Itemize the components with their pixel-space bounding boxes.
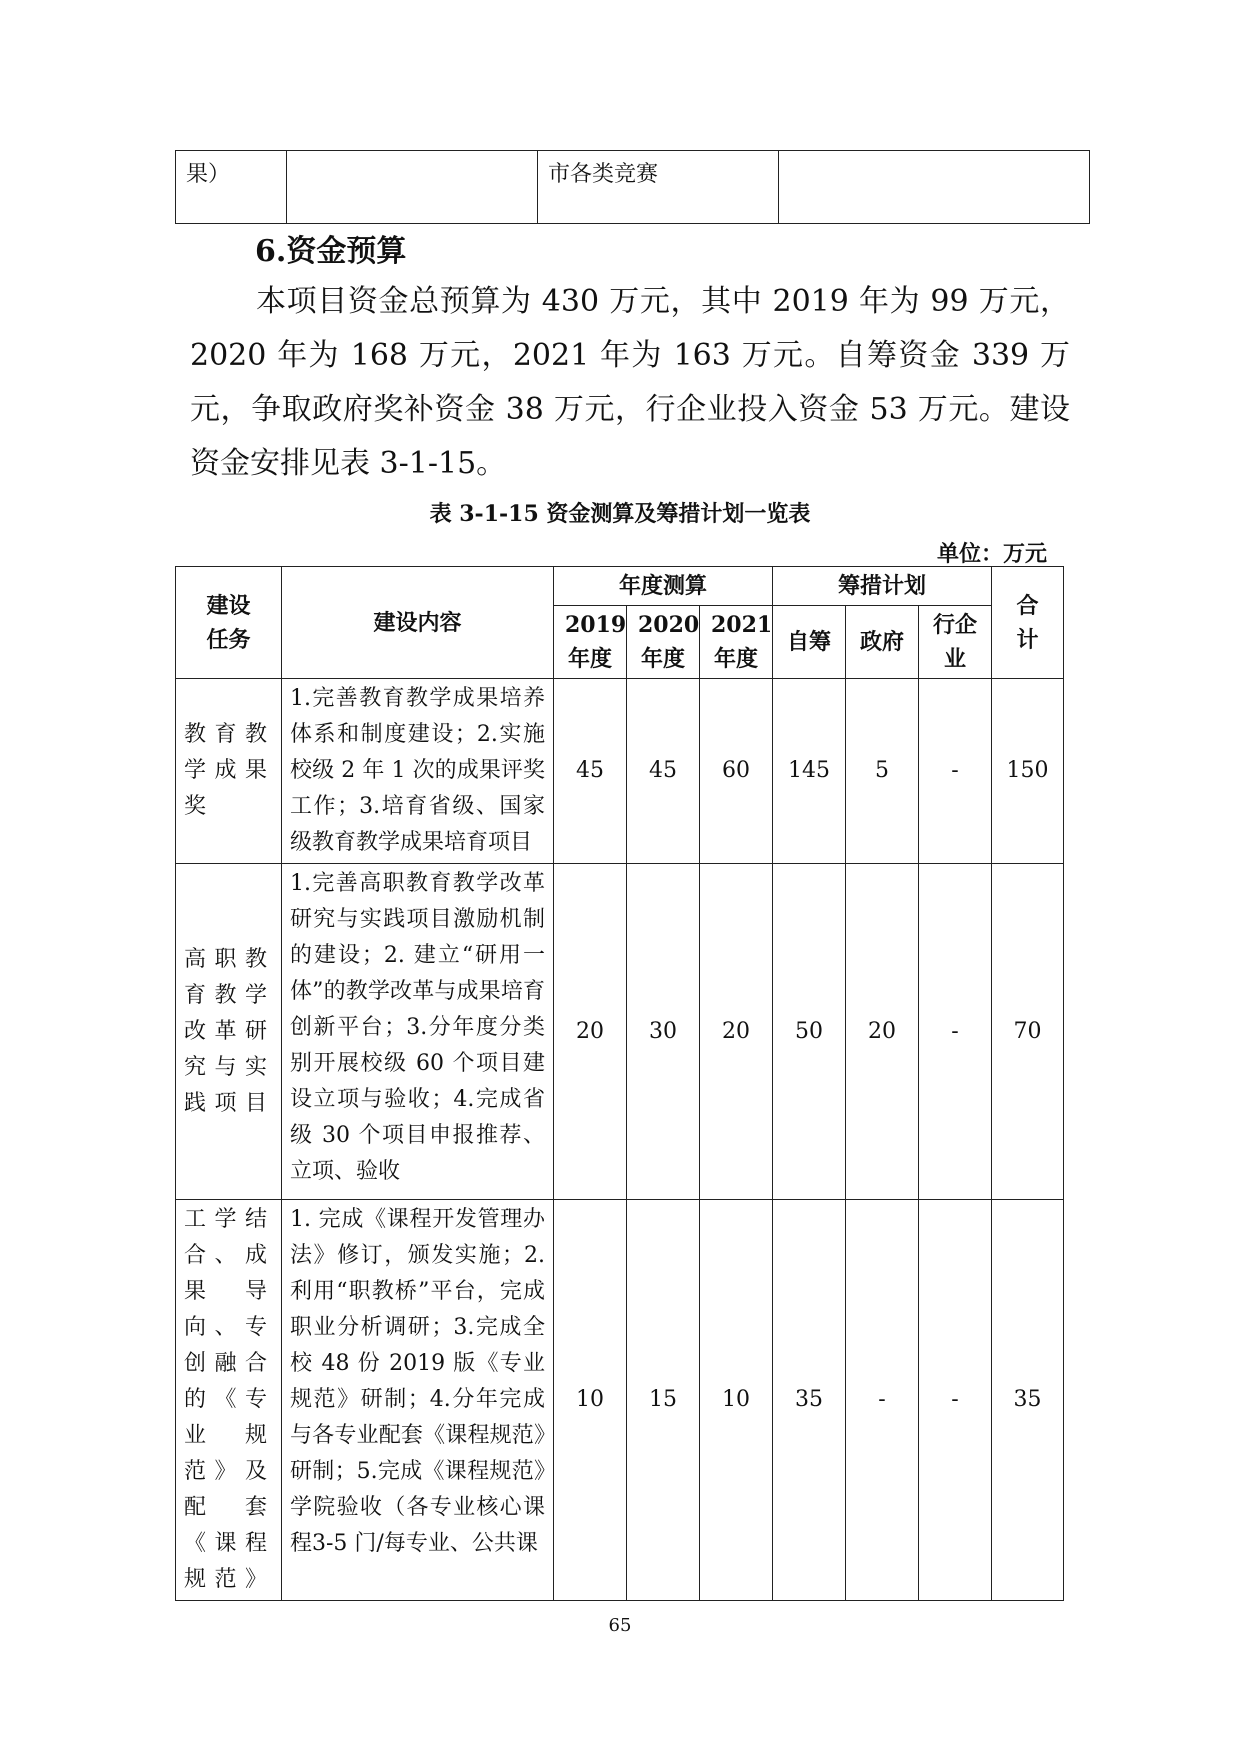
header-self: 自筹	[773, 606, 846, 679]
section-heading: 6.资金预算	[255, 234, 407, 269]
value-2019: 20	[554, 864, 627, 1200]
intro-paragraph: 本项目资金总预算为 430 万元，其中 2019 年为 99 万元，2020 年为 168 万元，2021 年为 163 万元。自筹资金 339 万元，争取政府奖补资金 38 万元，行企业投入资金 53 万元。建设资金安排见表 3-1-15。	[190, 284, 1070, 481]
header-annual-group: 年度测算	[554, 567, 773, 606]
value-2020: 15	[627, 1200, 700, 1601]
table-row	[176, 679, 1064, 864]
value-gov: 20	[846, 864, 919, 1200]
value-total: 35	[992, 1200, 1064, 1601]
header-plan-group: 筹措计划	[773, 567, 992, 606]
header-2020	[627, 606, 700, 679]
task-cell: 工学结合、成果导向、专创融合的《专业规范》及配套《课程规范》	[176, 1200, 282, 1601]
value-industry: -	[919, 679, 992, 864]
table-row	[176, 151, 1090, 224]
value-2021: 60	[700, 679, 773, 864]
value-2021: 20	[700, 864, 773, 1200]
value-2020: 45	[627, 679, 700, 864]
header-task-label: 建设任务	[206, 592, 251, 653]
value-gov: 5	[846, 679, 919, 864]
value-self: 35	[773, 1200, 846, 1601]
header-total-label: 合计	[1016, 592, 1039, 653]
header-gov: 政府	[846, 606, 919, 679]
table-row	[176, 1200, 1064, 1601]
header-2021	[700, 606, 773, 679]
unit-label: 单位：万元	[936, 541, 1047, 567]
header-2019	[554, 606, 627, 679]
value-2020: 30	[627, 864, 700, 1200]
header-industry-label: 行企业	[933, 612, 978, 672]
value-total: 150	[992, 679, 1064, 864]
value-self: 50	[773, 864, 846, 1200]
budget-table	[175, 566, 1064, 1601]
header-content: 建设内容	[282, 567, 554, 679]
table-row	[176, 864, 1064, 1200]
content-cell: 1.完善高职教育教学改革研究与实践项目激励机制的建设；2. 建立“研用一体”的教学改革与成果培育创新平台；3.分年度分类别开展校级 60 个项目建设立项与验收；4.完成省级 30 个项目申报推荐、立项、验收	[282, 864, 554, 1200]
value-self: 145	[773, 679, 846, 864]
table-cell: 市各类竞赛	[538, 151, 779, 224]
task-cell: 高职教育教学改革研究与实践项目	[176, 864, 282, 1200]
table-cell	[287, 151, 538, 224]
continued-table	[175, 150, 1090, 224]
content-cell: 1. 完成《课程开发管理办法》修订，颁发实施；2.利用“职教桥”平台，完成职业分析调研；3.完成全校 48 份 2019 版《专业规范》研制；4.分年完成与各专业配套《课程规范》研制；5.完成《课程规范》学院验收（各专业核心课程3-5 门/每专业、公共课	[282, 1200, 554, 1601]
value-2019: 45	[554, 679, 627, 864]
value-total: 70	[992, 864, 1064, 1200]
header-2020-label: 2020年度	[638, 612, 700, 672]
table-caption: 表 3-1-15 资金测算及筹措计划一览表	[429, 501, 811, 527]
content-cell: 1.完善教育教学成果培养体系和制度建设；2.实施校级 2 年 1 次的成果评奖工作；3.培育省级、国家级教育教学成果培育项目	[282, 679, 554, 864]
table-cell	[779, 151, 1090, 224]
value-2021: 10	[700, 1200, 773, 1601]
page-number: 65	[608, 1615, 632, 1636]
header-task	[176, 567, 282, 679]
header-2021-label: 2021年度	[711, 612, 773, 672]
value-2019: 10	[554, 1200, 627, 1601]
header-row	[176, 567, 1064, 606]
header-total	[992, 567, 1064, 679]
header-industry	[919, 606, 992, 679]
task-cell: 教育教学成果奖	[176, 679, 282, 864]
value-industry: -	[919, 1200, 992, 1601]
value-gov: -	[846, 1200, 919, 1601]
header-2019-label: 2019年度	[565, 612, 627, 672]
value-industry: -	[919, 864, 992, 1200]
table-cell: 果）	[176, 151, 287, 224]
